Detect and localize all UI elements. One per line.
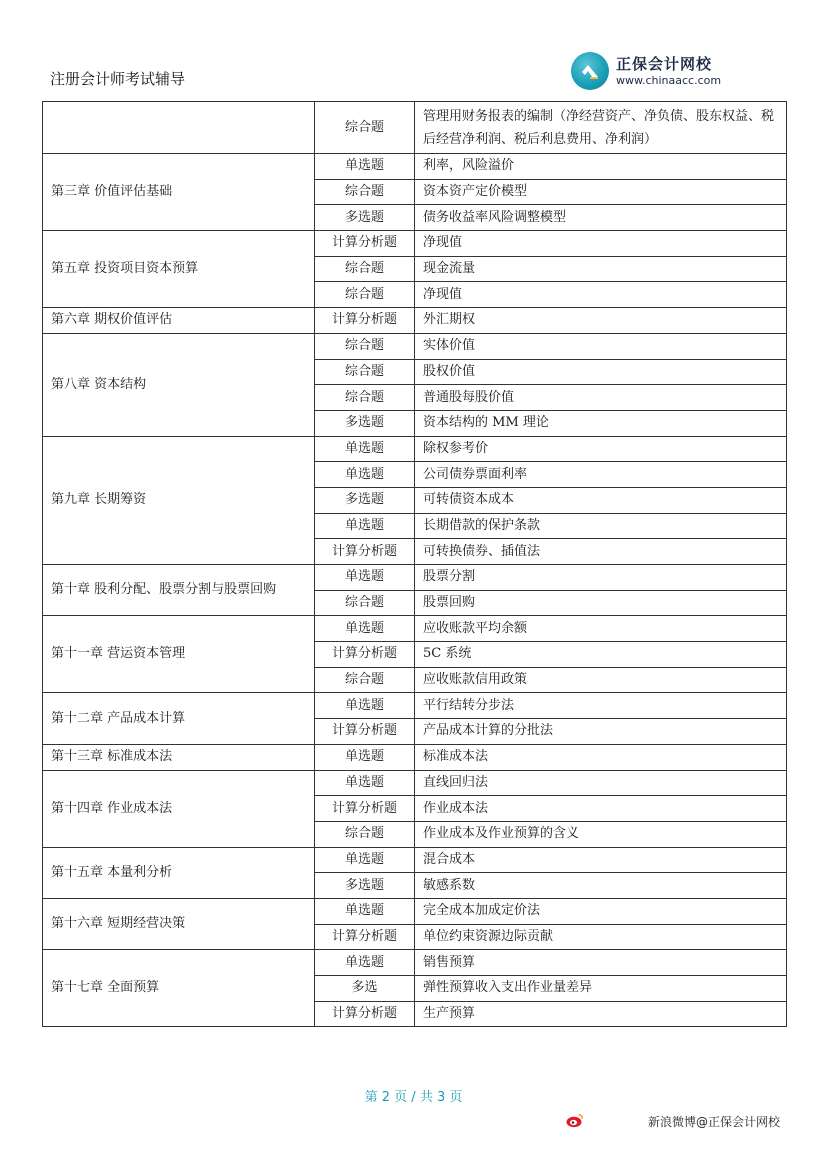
- chapter-cell: 第十七章 全面预算: [43, 950, 315, 1027]
- chapter-cell: [43, 102, 315, 154]
- knowledge-point-cell: 5C 系统: [415, 642, 787, 668]
- table-row: [43, 616, 787, 642]
- question-type-cell: 计算分析题: [315, 539, 415, 565]
- knowledge-point-cell: 完全成本加成定价法: [415, 898, 787, 924]
- question-type-cell: 计算分析题: [315, 231, 415, 257]
- chapter-cell: 第十二章 产品成本计算: [43, 693, 315, 744]
- question-type-cell: 单选题: [315, 950, 415, 976]
- knowledge-point-cell: 净现值: [415, 282, 787, 308]
- table-row: [43, 102, 787, 154]
- question-type-cell: 计算分析题: [315, 719, 415, 745]
- question-type-cell: 多选题: [315, 873, 415, 899]
- knowledge-point-cell: 平行结转分步法: [415, 693, 787, 719]
- knowledge-point-cell: 作业成本及作业预算的含义: [415, 821, 787, 847]
- knowledge-point-cell: 产品成本计算的分批法: [415, 719, 787, 745]
- page-indicator: 第 2 页 / 共 3 页: [364, 1090, 463, 1105]
- knowledge-point-cell: 债务收益率风险调整模型: [415, 205, 787, 231]
- logo-circle: [571, 52, 609, 90]
- question-type-cell: 单选题: [315, 436, 415, 462]
- question-type-cell: 综合题: [315, 282, 415, 308]
- knowledge-point-cell: 股权价值: [415, 359, 787, 385]
- table-row: [43, 154, 787, 180]
- chapter-cell: 第五章 投资项目资本预算: [43, 231, 315, 308]
- knowledge-point-cell: 外汇期权: [415, 308, 787, 334]
- knowledge-point-cell: 敏感系数: [415, 873, 787, 899]
- knowledge-point-cell: 应收账款信用政策: [415, 667, 787, 693]
- table-row: [43, 308, 787, 334]
- knowledge-point-cell: 可转换债券、插值法: [415, 539, 787, 565]
- table-row: [43, 231, 787, 257]
- chapter-cell: 第十六章 短期经营决策: [43, 898, 315, 949]
- chapter-cell: 第十一章 营运资本管理: [43, 616, 315, 693]
- knowledge-point-cell: 单位约束资源边际贡献: [415, 924, 787, 950]
- chapter-cell: 第十三章 标准成本法: [43, 744, 315, 770]
- knowledge-point-cell: 资本结构的 MM 理论: [415, 410, 787, 436]
- question-type-cell: 单选题: [315, 693, 415, 719]
- question-type-cell: 多选题: [315, 487, 415, 513]
- weibo-icon: [566, 1112, 584, 1128]
- question-type-cell: 综合题: [315, 385, 415, 411]
- chapter-cell: 第十五章 本量利分析: [43, 847, 315, 898]
- table-row: [43, 744, 787, 770]
- weibo-account: 新浪微博@正保会计网校: [648, 1115, 781, 1129]
- question-type-cell: 单选题: [315, 462, 415, 488]
- exam-topics-table: [42, 101, 787, 1027]
- logo-check-icon: [580, 61, 600, 81]
- question-type-cell: 单选题: [315, 847, 415, 873]
- question-type-cell: 单选题: [315, 513, 415, 539]
- question-type-cell: 计算分析题: [315, 1001, 415, 1027]
- question-type-cell: 计算分析题: [315, 642, 415, 668]
- chapter-cell: 第十章 股利分配、股票分割与股票回购: [43, 565, 315, 616]
- logo: [571, 50, 751, 94]
- question-type-cell: 单选题: [315, 770, 415, 796]
- knowledge-point-cell: 股票分割: [415, 565, 787, 591]
- question-type-cell: 综合题: [315, 102, 415, 154]
- knowledge-point-cell: 公司债券票面利率: [415, 462, 787, 488]
- table-row: [43, 950, 787, 976]
- chapter-cell: 第八章 资本结构: [43, 333, 315, 436]
- chapter-cell: 第十四章 作业成本法: [43, 770, 315, 847]
- question-type-cell: 多选题: [315, 410, 415, 436]
- question-type-cell: 综合题: [315, 179, 415, 205]
- table-row: [43, 565, 787, 591]
- question-type-cell: 多选题: [315, 205, 415, 231]
- question-type-cell: 综合题: [315, 256, 415, 282]
- knowledge-point-cell: 直线回归法: [415, 770, 787, 796]
- logo-name: 正保会计网校: [616, 55, 713, 73]
- question-type-cell: 单选题: [315, 744, 415, 770]
- knowledge-point-cell: 作业成本法: [415, 796, 787, 822]
- knowledge-point-cell: 混合成本: [415, 847, 787, 873]
- knowledge-point-cell: 普通股每股价值: [415, 385, 787, 411]
- knowledge-point-cell: 应收账款平均余额: [415, 616, 787, 642]
- question-type-cell: 综合题: [315, 333, 415, 359]
- logo-url: www.chinaacc.com: [616, 74, 722, 87]
- chapter-cell: 第六章 期权价值评估: [43, 308, 315, 334]
- knowledge-point-cell: 利率，风险溢价: [415, 154, 787, 180]
- table-row: [43, 693, 787, 719]
- question-type-cell: 综合题: [315, 359, 415, 385]
- table-row: [43, 847, 787, 873]
- knowledge-point-cell: 长期借款的保护条款: [415, 513, 787, 539]
- knowledge-point-cell: 管理用财务报表的编制（净经营资产、净负债、股东权益、税后经营净利润、税后利息费用、净利润）: [415, 102, 787, 154]
- table-row: [43, 898, 787, 924]
- question-type-cell: 单选题: [315, 616, 415, 642]
- table-row: [43, 333, 787, 359]
- knowledge-point-cell: 除权参考价: [415, 436, 787, 462]
- chapter-cell: 第九章 长期筹资: [43, 436, 315, 564]
- knowledge-point-cell: 现金流量: [415, 256, 787, 282]
- header-title: 注册会计师考试辅导: [50, 70, 186, 88]
- knowledge-point-cell: 实体价值: [415, 333, 787, 359]
- question-type-cell: 多选: [315, 976, 415, 1002]
- question-type-cell: 计算分析题: [315, 308, 415, 334]
- knowledge-point-cell: 可转债资本成本: [415, 487, 787, 513]
- question-type-cell: 综合题: [315, 821, 415, 847]
- question-type-cell: 综合题: [315, 590, 415, 616]
- question-type-cell: 计算分析题: [315, 924, 415, 950]
- question-type-cell: 单选题: [315, 154, 415, 180]
- question-type-cell: 单选题: [315, 898, 415, 924]
- knowledge-point-cell: 弹性预算收入支出作业量差异: [415, 976, 787, 1002]
- knowledge-point-cell: 销售预算: [415, 950, 787, 976]
- table-row: [43, 770, 787, 796]
- knowledge-point-cell: 生产预算: [415, 1001, 787, 1027]
- question-type-cell: 计算分析题: [315, 796, 415, 822]
- knowledge-point-cell: 标准成本法: [415, 744, 787, 770]
- knowledge-point-cell: 资本资产定价模型: [415, 179, 787, 205]
- table-row: [43, 436, 787, 462]
- knowledge-point-cell: 净现值: [415, 231, 787, 257]
- chapter-cell: 第三章 价值评估基础: [43, 154, 315, 231]
- knowledge-point-cell: 股票回购: [415, 590, 787, 616]
- question-type-cell: 综合题: [315, 667, 415, 693]
- question-type-cell: 单选题: [315, 565, 415, 591]
